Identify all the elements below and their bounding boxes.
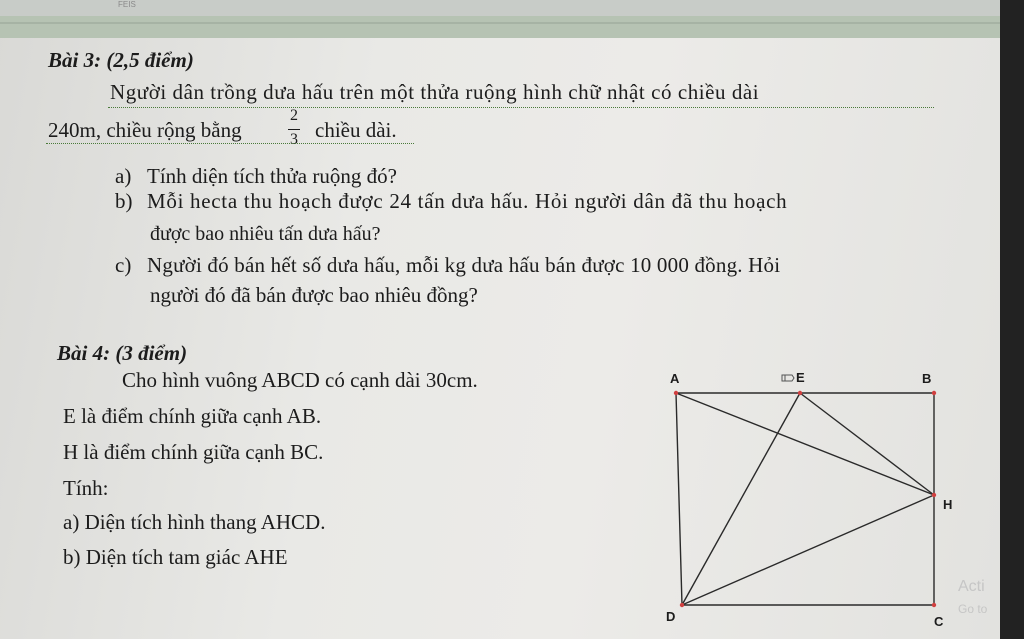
label-c: C [934,614,944,629]
point-d [680,603,684,607]
bai4-question-a: a) Diện tích hình thang AHCD. [63,510,326,534]
square-abcd [676,393,934,605]
bai4-heading: Bài 4: (3 điểm) [57,341,188,365]
label-e: E [796,370,805,385]
bai3-intro-line1: Người dân trồng dưa hấu trên một thửa ruộng hình chữ nhật có chiều dài [110,80,760,104]
fraction-bar [288,129,300,130]
bai4-line1: Cho hình vuông ABCD có cạnh dài 30cm. [122,368,478,392]
label-a: A [670,371,680,386]
point-b [932,391,936,395]
bai4-question-b: b) Diện tích tam giác AHE [63,545,288,569]
item-a-label: a) [115,164,132,188]
item-b-line1: Mỗi hecta thu hoạch được 24 tấn dưa hấu. Hỏi người dân đã thu hoạch [147,189,788,213]
point-e [798,391,802,395]
item-b-label: b) [115,189,133,213]
label-d: D [666,609,676,624]
item-b-line2: được bao nhiêu tấn dưa hấu? [150,223,381,245]
fraction-denominator: 3 [290,131,298,148]
item-c-label: c) [115,253,132,277]
screen-bezel [1000,0,1024,639]
toolbar-label: FEIS [118,0,136,9]
ruler[interactable] [0,16,1000,38]
bai3-heading: Bài 3: (2,5 điểm) [48,48,194,72]
point-a [674,391,678,395]
fraction-numerator: 2 [290,107,298,124]
label-b: B [922,371,932,386]
bai4-line2: E là điểm chính giữa cạnh AB. [63,404,322,428]
bai3-intro-line2-pre: 240m, chiều rộng bằng [48,118,242,142]
item-a-text: Tính diện tích thửa ruộng đó? [147,164,397,188]
document-page[interactable] [0,38,1000,639]
toolbar-strip [0,0,1000,17]
item-c-line1: Người đó bán hết số dưa hấu, mỗi kg dưa hấu bán được 10 000 đồng. Hỏi [147,253,781,277]
spellcheck-underline [108,106,934,108]
point-h [932,493,936,497]
activation-watermark-line1: Acti [958,578,985,595]
activation-watermark-line2: Go to [958,602,988,616]
bai3-intro-line2-post: chiều dài. [315,118,397,142]
spellcheck-underline [46,142,414,144]
bai4-line3: H là điểm chính giữa cạnh BC. [63,440,324,464]
segment-eh [800,393,934,495]
point-c [932,603,936,607]
pencil-icon [782,375,794,381]
item-c-line2: người đó đã bán được bao nhiêu đồng? [150,283,478,307]
square-figure [660,363,960,638]
segment-ed [682,393,800,605]
segment-ah [676,393,934,495]
bai4-line4: Tính: [63,476,109,500]
segment-dh [682,495,934,605]
label-h: H [943,497,953,512]
